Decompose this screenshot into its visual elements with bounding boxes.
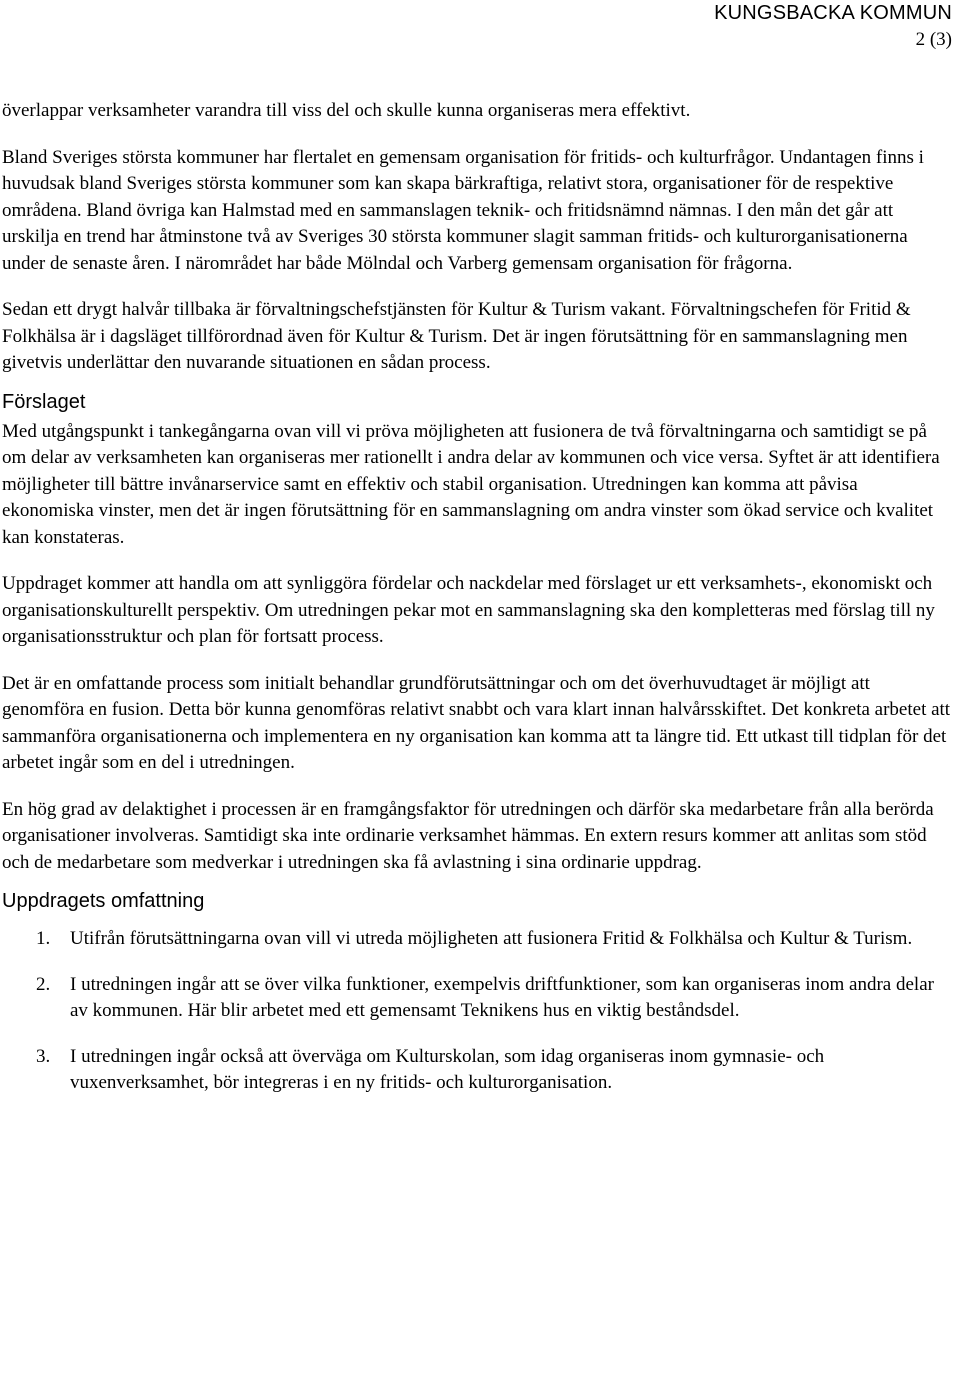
list-item-number: 3.: [36, 1045, 51, 1067]
paragraph: Bland Sveriges största kommuner har flertalet en gemensam organisation för fritids- och kulturfrågor. Undantagen finns i huvudsak bland Sveriges största kommuner som kan skapa bärkraftiga, relativt stora, organisationer för de respektive områdena. Bland övriga kan Halmstad med en sammanslagen teknik- och fritidsnämnd nämnas. I den mån det går att urskilja en trend har åtminstone två av Sveriges 30 största kommuner slagit samman fritids- och kulturorganisationerna under de senaste åren. I närområdet har både Mölndal och Varberg gemensam organisation för frågorna.: [2, 146, 924, 274]
paragraph: En hög grad av delaktighet i processen är en framgångsfaktor för utredningen och därför ska medarbetare från alla berörda organisationer involveras. Samtidigt ska inte ordinarie verksamhet hämmas. En extern resurs kommer att anlitas som stöd och de medarbetare som medverkar i utredningen ska få avlastning i sina ordinarie uppdrag.: [2, 798, 934, 873]
paragraph: Med utgångspunkt i tankegångarna ovan vill vi pröva möjligheten att fusionera de två förvaltningarna och samtidigt se på om delar av verksamheten kan organiseras mer rationellt i andra delar av kommunen och vice versa. Syftet är att identifiera möjligheter till bättre invånarservice samt en effektiv och stabil organisation. Utredningen kan komma att påvisa ekonomiska vinster, men det är ingen förutsättning för en sammanslagning om andra vinster som ökad service och kvalitet kan konstateras.: [2, 420, 940, 548]
list-item-text: I utredningen ingår att se över vilka funktioner, exempelvis driftfunktioner, som kan organiseras inom andra delar av kommunen. Här blir arbetet med ett gemensamt Teknikens hus en viktig beståndsdel.: [70, 973, 934, 1021]
list-item: [2, 926, 952, 953]
paragraph: överlappar verksamheter varandra till viss del och skulle kunna organiseras mera effektivt.: [2, 100, 691, 121]
paragraph: Uppdraget kommer att handla om att synliggöra fördelar och nackdelar med förslaget ur ett verksamhets-, ekonomiskt och organisationskulturellt perspektiv. Om utredningen pekar mot en sammanslagning ska den kompletteras med förslag till ny organisationsstruktur och plan för fortsatt process.: [2, 573, 935, 647]
list-item-text: I utredningen ingår också att överväga om Kulturskolan, som idag organiseras inom gymnasie- och vuxenverksamhet, bör integreras i en ny fritids- och kulturorganisation.: [70, 1045, 825, 1093]
document-body: [2, 98, 952, 1116]
section-heading-forslaget: Förslaget: [2, 390, 86, 413]
organization-name: KUNGSBACKA KOMMUN: [714, 2, 952, 24]
paragraph: Sedan ett drygt halvår tillbaka är förvaltningschefstjänsten för Kultur & Turism vakant. Förvaltningschefen för Fritid & Folkhälsa är i dagsläget tillförordnad även för Kultur & Turism. Det är ingen förutsättning för en sammanslagning men givetvis underlättar den nuvarande situationen en sådan process.: [2, 299, 911, 373]
page-number: 2 (3): [915, 29, 952, 50]
page-header: [714, 0, 952, 52]
list-item-number: 2.: [36, 973, 51, 995]
list-item-text: Utifrån förutsättningarna ovan vill vi utreda möjligheten att fusionera Fritid & Folkhälsa och Kultur & Turism.: [70, 928, 913, 949]
list-item-number: 1.: [36, 928, 51, 949]
paragraph: Det är en omfattande process som initialt behandlar grundförutsättningar och om det överhuvudtaget är möjligt att genomföra en fusion. Detta bör kunna genomföras relativt snabbt och vara klart innan halvårsskiftet. Det konkreta arbetet att sammanföra organisationerna och implementera en ny organisation kan komma att ta längre tid. Ett utkast till tidplan för det arbetet ingår som en del i utredningen.: [2, 672, 951, 773]
list-item: [2, 972, 952, 1025]
section-heading-omfattning: Uppdragets omfattning: [2, 890, 205, 912]
list-item: [2, 1044, 952, 1097]
numbered-list: [2, 926, 952, 1097]
